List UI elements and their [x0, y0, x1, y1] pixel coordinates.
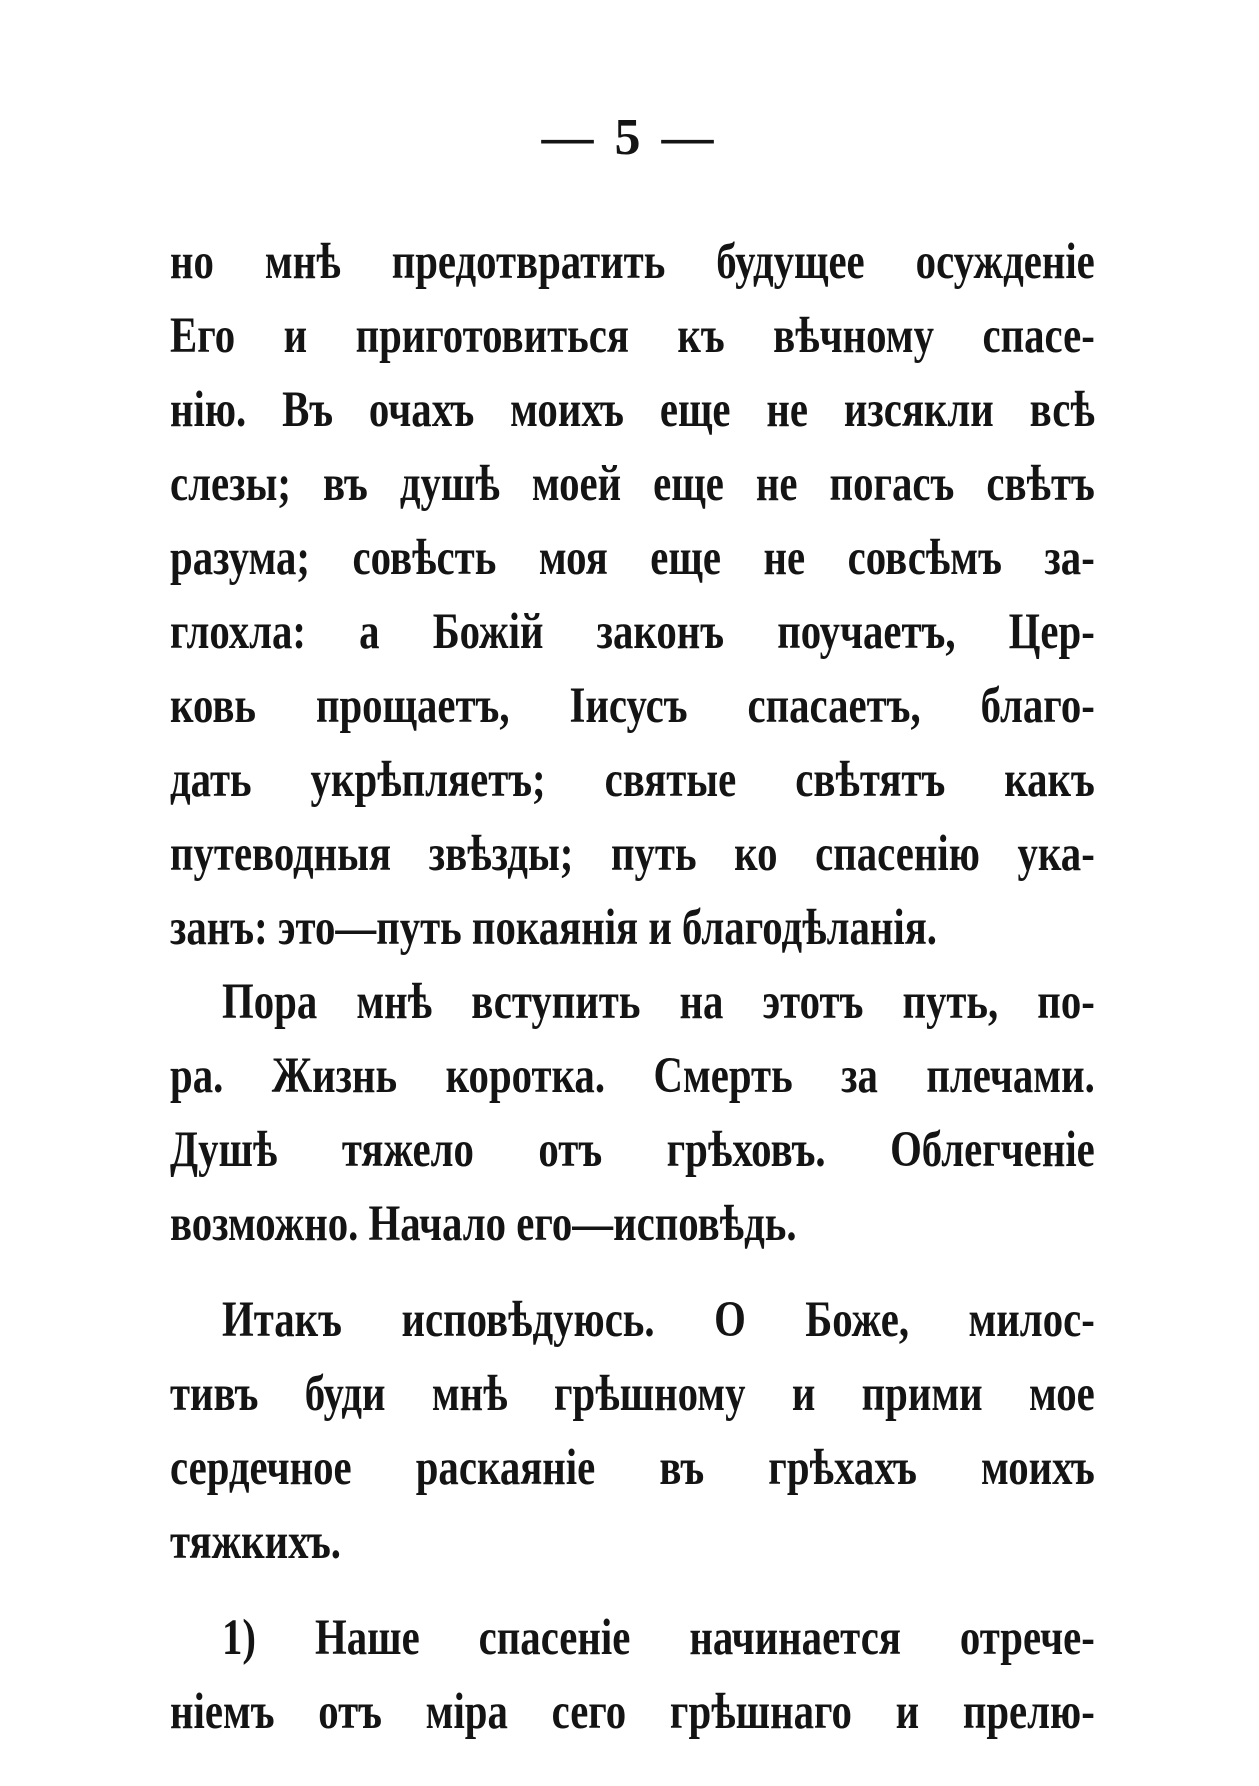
text-line: 1) Наше спасеніе начинается отрече- — [222, 1610, 1095, 1666]
text-line: тивъ буди мнѣ грѣшному и прими мое — [170, 1366, 1095, 1422]
text-line: занъ: это—путь покаянія и благодѣланія. — [170, 900, 937, 956]
paragraph — [170, 1283, 1095, 1579]
paragraph — [170, 225, 1095, 965]
text-line: ра. Жизнь коротка. Смерть за плечами. — [170, 1048, 1095, 1104]
text-line: но мнѣ предотвратить будущее осужденіе — [170, 234, 1095, 290]
text-line: слезы; въ душѣ моей еще не погасъ свѣтъ — [170, 456, 1095, 512]
text-line: глохла: а Божій законъ поучаетъ, Цер- — [170, 604, 1095, 660]
page-number: — 5 — — [541, 109, 718, 166]
text-line: Пора мнѣ вступить на этотъ путь, по- — [222, 974, 1095, 1030]
text-line: путеводныя звѣзды; путь ко спасенію ука- — [170, 826, 1095, 882]
paragraph — [170, 965, 1095, 1261]
text-line: нію. Въ очахъ моихъ еще не изсякли всѣ — [170, 382, 1095, 438]
text-line: Его и приготовиться къ вѣчному спасе- — [170, 308, 1095, 364]
text-line: ковь прощаетъ, Іисусъ спасаетъ, благо- — [170, 678, 1095, 734]
body-text — [170, 225, 1095, 1749]
text-line: сердечное раскаяніе въ грѣхахъ моихъ — [170, 1440, 1095, 1496]
paragraph — [170, 1601, 1095, 1749]
text-line: Душѣ тяжело отъ грѣховъ. Облегченіе — [170, 1122, 1095, 1178]
text-line: возможно. Начало его—исповѣдь. — [170, 1196, 797, 1252]
text-line: Итакъ исповѣдуюсь. О Боже, милос- — [222, 1292, 1095, 1348]
paragraph-gap — [170, 1579, 1095, 1601]
text-line: ніемъ отъ міра сего грѣшнаго и прелю- — [170, 1684, 1095, 1740]
text-line: тяжкихъ. — [170, 1514, 342, 1570]
paragraph-gap — [170, 1261, 1095, 1283]
text-line: разума; совѣсть моя еще не совсѣмъ за- — [170, 530, 1095, 586]
text-line: дать укрѣпляетъ; святые свѣтятъ какъ — [170, 752, 1095, 808]
